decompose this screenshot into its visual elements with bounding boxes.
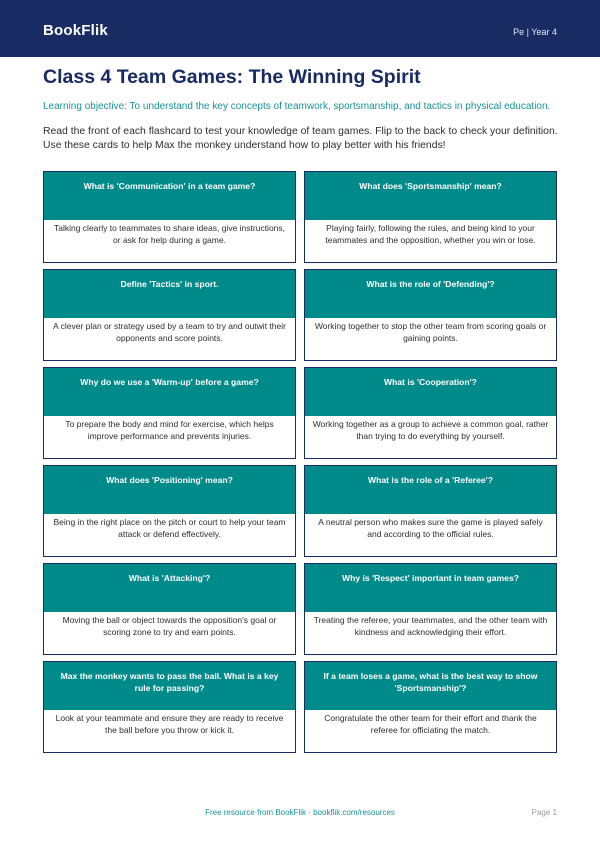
flashcard[interactable] — [304, 661, 557, 753]
flashcard-question: If a team loses a game, what is the best way to show 'Sportsmanship'? — [305, 662, 556, 710]
flashcard[interactable] — [304, 269, 557, 361]
flashcard-question: Max the monkey wants to pass the ball. What is a key rule for passing? — [44, 662, 295, 710]
flashcard[interactable] — [304, 563, 557, 655]
flashcard-question: Why do we use a 'Warm-up' before a game? — [44, 368, 295, 416]
flashcard-answer: Talking clearly to teammates to share ideas, give instructions, or ask for help during a game. — [44, 220, 295, 262]
flashcard[interactable] — [304, 367, 557, 459]
flashcard-question: What does 'Positioning' mean? — [44, 466, 295, 514]
flashcard[interactable] — [304, 465, 557, 557]
flashcard-question: What is 'Communication' in a team game? — [44, 172, 295, 220]
flashcard-answer: Being in the right place on the pitch or court to help your team attack or defend effectively. — [44, 514, 295, 556]
flashcard-question: What is 'Attacking'? — [44, 564, 295, 612]
flashcard-answer: Look at your teammate and ensure they are ready to receive the ball before you throw or kick it. — [44, 710, 295, 752]
flashcard-answer: Treating the referee, your teammates, and the other team with kindness and acknowledging their effort. — [305, 612, 556, 654]
flashcard-question: What does 'Sportsmanship' mean? — [305, 172, 556, 220]
flashcard[interactable] — [43, 465, 296, 557]
flashcard-answer: Congratulate the other team for their effort and thank the referee for officiating the match. — [305, 710, 556, 752]
flashcard[interactable] — [43, 367, 296, 459]
flashcard-answer: Moving the ball or object towards the opposition's goal or scoring zone to try and earn points. — [44, 612, 295, 654]
flashcard-question: What is 'Cooperation'? — [305, 368, 556, 416]
flashcard-answer: To prepare the body and mind for exercise, which helps improve performance and prevents injuries. — [44, 416, 295, 458]
flashcard-answer: Working together to stop the other team from scoring goals or gaining points. — [305, 318, 556, 360]
flashcard[interactable] — [304, 171, 557, 263]
flashcard-answer: Playing fairly, following the rules, and being kind to your teammates and the opposition, whether you win or lose. — [305, 220, 556, 262]
subject-year-label: Pe | Year 4 — [513, 27, 557, 37]
flashcard-answer: A clever plan or strategy used by a team to try and outwit their opponents and score points. — [44, 318, 295, 360]
page-number: Page 1 — [531, 808, 557, 817]
flashcard-grid — [43, 171, 557, 753]
footer-credit[interactable]: Free resource from BookFlik · bookflik.com/resources — [205, 808, 395, 817]
page-header — [0, 0, 600, 57]
flashcard-question: Why is 'Respect' important in team games? — [305, 564, 556, 612]
page-title: Class 4 Team Games: The Winning Spirit — [43, 66, 421, 88]
flashcard-answer: Working together as a group to achieve a common goal, rather than trying to do everything by yourself. — [305, 416, 556, 458]
flashcard-question: Define 'Tactics' in sport. — [44, 270, 295, 318]
flashcard[interactable] — [43, 269, 296, 361]
intro-text: Read the front of each flashcard to test your knowledge of team games. Flip to the back to check your definition. Use these cards to help Max the monkey understand how to play better with his friends! — [43, 126, 558, 151]
flashcard-question: What is the role of a 'Referee'? — [305, 466, 556, 514]
flashcard[interactable] — [43, 661, 296, 753]
flashcard[interactable] — [43, 171, 296, 263]
brand-logo[interactable]: BookFlik — [43, 22, 108, 39]
flashcard[interactable] — [43, 563, 296, 655]
flashcard-question: What is the role of 'Defending'? — [305, 270, 556, 318]
flashcard-answer: A neutral person who makes sure the game is played safely and according to the official rules. — [305, 514, 556, 556]
learning-objective: Learning objective: To understand the key concepts of teamwork, sportsmanship, and tactics in physical education. — [43, 101, 551, 112]
